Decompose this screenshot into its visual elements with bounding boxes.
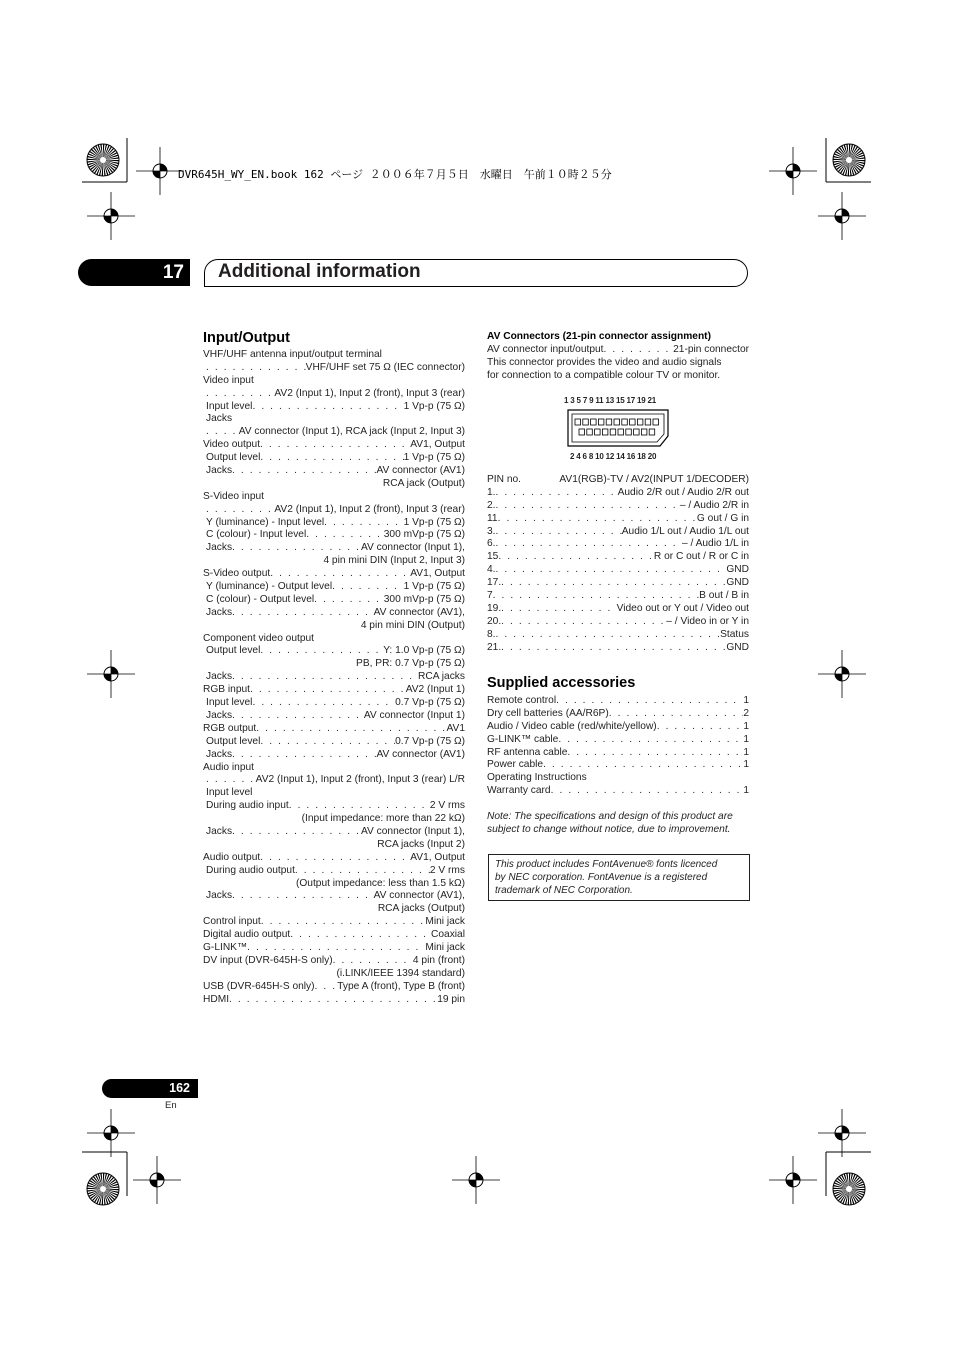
registration-crosshair	[87, 192, 135, 240]
spec-row	[203, 916, 465, 929]
registration-starburst	[833, 1173, 865, 1205]
accessory-row-value: 1	[743, 733, 749, 745]
spec-row-label: Jacks	[206, 671, 233, 683]
spec-row-value: AV connector (AV1)	[376, 748, 465, 760]
spec-row-label: RGB input	[203, 684, 250, 696]
spec-row: (Output impedance: less than 1.5 kΩ)	[295, 877, 465, 889]
accessory-row	[487, 734, 749, 747]
spec-row-leader	[232, 749, 376, 762]
spec-row-leader	[232, 710, 364, 723]
spec-row	[203, 710, 465, 723]
pin-header	[487, 474, 749, 487]
pin-row-label: 15	[487, 551, 499, 563]
spec-row	[203, 529, 465, 542]
accessory-row	[487, 721, 749, 734]
spec-row: RCA jack (Output)	[382, 477, 465, 489]
spec-row: RCA jacks (Input 2)	[377, 838, 465, 850]
pin-row-label: 1.	[487, 486, 496, 498]
spec-row	[203, 723, 465, 736]
pin-row-leader	[498, 551, 654, 564]
pin-row-value: Video out or Y out / Video out	[616, 602, 749, 614]
spec-row-value: Type A (front), Type B (front)	[337, 980, 465, 992]
registration-crosshair	[136, 147, 184, 195]
registration-crosshair	[818, 650, 866, 698]
accessory-row	[487, 708, 749, 721]
spec-row-label: Jacks	[206, 825, 233, 837]
connector-pins-even: 2 4 6 8 10 12 14 16 18 20	[570, 452, 657, 461]
fontavenue-line-1: This product includes FontAvenue® fonts licenced	[495, 859, 718, 870]
spec-row	[203, 981, 465, 994]
spec-row-value: AV connector (Input 1)	[363, 709, 465, 721]
spec-row-value: 2 V rms	[429, 800, 465, 812]
pin-row-leader	[501, 603, 616, 616]
spec-row-leader	[232, 465, 376, 478]
pin-row-value: Status	[720, 628, 749, 640]
spec-row	[203, 800, 465, 813]
spec-row-label: Digital audio output	[203, 929, 291, 941]
spec-row-leader	[332, 581, 403, 594]
accessory-row-label: G-LINK™ cable	[487, 733, 559, 745]
spec-row	[203, 542, 465, 555]
spec-row	[203, 929, 465, 942]
pin-row-value: – / Video in or Y in	[666, 615, 749, 627]
spec-row: PB, PR: 0.7 Vp-p (75 Ω)	[356, 658, 465, 670]
pin-row	[487, 642, 749, 655]
accessory-row-value: 1	[743, 720, 749, 732]
supplied-accessories-list	[487, 695, 749, 798]
pin-row-value: B out / B in	[699, 590, 749, 602]
spec-row-value: Coaxial	[431, 929, 465, 941]
pin-row-leader	[501, 616, 666, 629]
spec-row-value: VHF/UHF set 75 Ω (IEC connector)	[305, 361, 465, 373]
pin-row-leader	[496, 564, 727, 577]
spec-row: Input level	[206, 787, 253, 799]
spec-row-leader	[260, 452, 403, 465]
spec-row	[203, 890, 465, 903]
accessory-row-value: 1	[743, 746, 749, 758]
spec-row	[203, 439, 465, 452]
chapter-number: 17	[78, 259, 190, 286]
spec-row	[203, 671, 465, 684]
spec-row-leader	[252, 697, 395, 710]
spec-row-value: AV connector (AV1),	[373, 606, 465, 618]
accessory-row-label: Power cable	[487, 759, 544, 771]
spec-row-value: 2 V rms	[429, 864, 465, 876]
spec-row-leader	[206, 504, 274, 517]
spec-row-leader	[260, 736, 395, 749]
registration-crosshair	[452, 1156, 500, 1204]
spec-row: S-Video input	[203, 490, 264, 502]
section-heading-input-output: Input/Output	[203, 330, 290, 346]
spec-row-leader	[315, 981, 338, 994]
spec-row	[203, 401, 465, 414]
pin-row	[487, 538, 749, 551]
spec-row-leader	[250, 684, 406, 697]
spec-row	[203, 426, 465, 439]
input-output-specs	[203, 349, 465, 1006]
pin-row-value: – / Audio 1/L in	[681, 538, 749, 550]
accessory-row-label: Audio / Video cable (red/white/yellow)	[487, 720, 657, 732]
spec-row-leader	[206, 774, 256, 787]
spec-row: RCA jacks (Output)	[377, 903, 465, 915]
spec-row-leader	[232, 607, 374, 620]
pin-row-label: 6.	[487, 538, 496, 550]
pin-row	[487, 526, 749, 539]
spec-row-value: AV1, Output	[410, 851, 465, 863]
file-header: DVR645H_WY_EN.book 162 ページ ２００６年７月５日 水曜日 午前１０時２５分	[178, 168, 612, 181]
spec-row-leader	[252, 401, 403, 414]
spec-row: Video input	[203, 374, 254, 386]
spec-row	[203, 736, 465, 749]
spec-row-value: AV connector (Input 1),	[360, 825, 465, 837]
pin-row-leader	[493, 590, 699, 603]
spec-row-label: Audio output	[203, 851, 261, 863]
pin-row-leader	[498, 513, 697, 526]
spec-row-value: AV1, Output	[410, 439, 465, 451]
pin-row-label: 2.	[487, 499, 496, 511]
pin-row-label: 17.	[487, 577, 502, 589]
note-line-1: Note: The specifications and design of this product are	[487, 811, 733, 822]
spec-row: 4 pin mini DIN (Output)	[360, 619, 465, 631]
pin-row-leader	[501, 577, 726, 590]
pin-row-label: 11	[487, 512, 498, 524]
spec-row-label: Y (luminance) - Output level	[206, 581, 333, 593]
spec-row-value: AV1, Output	[410, 568, 465, 580]
spec-row-value: 1 Vp-p (75 Ω)	[403, 581, 465, 593]
spec-row-value: 1 Vp-p (75 Ω)	[403, 452, 465, 464]
spec-row	[203, 362, 465, 375]
spec-row-leader	[289, 800, 430, 813]
note-line-2: subject to change without notice, due to improvement.	[487, 823, 731, 835]
accessory-row-leader	[558, 734, 743, 747]
registration-crosshair	[769, 1156, 817, 1204]
spec-row-leader	[324, 517, 403, 530]
spec-row-leader	[306, 529, 384, 542]
spec-row	[203, 826, 465, 839]
pin-row	[487, 590, 749, 603]
spec-row-value: AV2 (Input 1)	[405, 684, 465, 696]
spec-row	[203, 504, 465, 517]
pin-row	[487, 629, 749, 642]
specification-note	[487, 811, 749, 837]
accessory-row-leader	[556, 695, 743, 708]
spec-row-value: AV connector (AV1)	[376, 465, 465, 477]
spec-row-label: HDMI	[203, 993, 230, 1005]
spec-row	[203, 697, 465, 710]
pin-row-label: 7	[487, 590, 493, 602]
spec-row	[203, 581, 465, 594]
spec-row	[203, 852, 465, 865]
spec-row-label: Control input	[203, 916, 261, 928]
registration-crosshair	[87, 1109, 135, 1157]
spec-row-leader	[260, 852, 410, 865]
pin-row	[487, 513, 749, 526]
spec-row-label: DV input (DVR-645H-S only)	[203, 954, 333, 966]
pin-row-label: 20.	[487, 615, 502, 627]
accessory-row	[487, 695, 749, 708]
section-heading-supplied-accessories: Supplied accessories	[487, 675, 636, 691]
pin-row-leader	[496, 487, 618, 500]
fontavenue-line-2: by NEC corporation. FontAvenue is a registered	[495, 872, 708, 883]
pin-row-leader	[496, 526, 622, 539]
spec-row-label: G-LINK™	[203, 941, 248, 953]
spec-row-value: Mini jack	[425, 916, 465, 928]
spec-row-label: USB (DVR-645H-S only)	[203, 980, 315, 992]
av-connector-description	[487, 344, 749, 383]
spec-row: VHF/UHF antenna input/output terminal	[203, 349, 382, 360]
spec-row-leader	[295, 865, 430, 878]
pin-row-value: GND	[726, 564, 749, 576]
spec-row-value: AV2 (Input 1), Input 2 (front), Input 3 (rear)	[274, 503, 465, 515]
registration-starburst	[87, 144, 119, 176]
spec-row-leader	[232, 671, 418, 684]
spec-row-value: 1 Vp-p (75 Ω)	[403, 400, 465, 412]
spec-row-leader	[260, 439, 410, 452]
spec-row	[203, 388, 465, 401]
pin-row	[487, 564, 749, 577]
spec-row-value: RCA jacks	[418, 671, 465, 683]
spec-row-leader	[270, 568, 410, 581]
spec-row-label: Jacks	[206, 709, 233, 721]
pin-row	[487, 603, 749, 616]
spec-row: (i.LINK/IEEE 1394 standard)	[336, 967, 465, 979]
spec-row-value: AV1	[446, 722, 465, 734]
pin-row-value: GND	[726, 577, 749, 589]
spec-row	[203, 994, 465, 1007]
pin-row-leader	[501, 642, 726, 655]
spec-row	[203, 594, 465, 607]
spec-row	[203, 465, 465, 478]
accessory-row	[487, 747, 749, 760]
spec-row-leader	[229, 994, 437, 1007]
pin-row-value: – / Audio 2/R in	[679, 499, 749, 511]
warranty-qty: 1	[743, 785, 749, 797]
spec-row	[203, 942, 465, 955]
accessory-row-leader	[657, 721, 744, 734]
spec-row-value: 0.7 Vp-p (75 Ω)	[395, 735, 465, 747]
page-number: 162	[102, 1079, 198, 1098]
pin-row	[487, 551, 749, 564]
spec-row-label: Input level	[206, 400, 253, 412]
registration-crosshair	[133, 1156, 181, 1204]
pin-row-value: G out / G in	[696, 512, 749, 524]
spec-row-value: 0.7 Vp-p (75 Ω)	[395, 697, 465, 709]
spec-row: Component video output	[203, 632, 315, 644]
pin-row-leader	[496, 538, 682, 551]
spec-row-leader	[232, 826, 361, 839]
chapter-title: Additional information	[218, 261, 421, 282]
spec-row-value: AV connector (AV1),	[373, 890, 465, 902]
av-connector-label: AV connector input/output	[487, 344, 604, 355]
spec-row: 4 pin mini DIN (Input 2, Input 3)	[323, 555, 465, 567]
spec-row-label: Output level	[206, 452, 261, 464]
spec-row-label: C (colour) - Input level	[206, 529, 307, 541]
av-connectors-heading: AV Connectors (21-pin connector assignment)	[487, 331, 711, 342]
spec-row	[203, 684, 465, 697]
spec-row-leader	[333, 955, 413, 968]
pin-row-value: R or C out / R or C in	[653, 551, 749, 563]
spec-row: (Input impedance: more than 22 kΩ)	[301, 813, 465, 825]
spec-row	[203, 452, 465, 465]
spec-row-value: AV connector (Input 1), RCA jack (Input 2, Input 3)	[238, 426, 465, 438]
spec-row-label: Jacks	[206, 890, 233, 902]
pin-row-label: 19.	[487, 602, 502, 614]
pin-row	[487, 500, 749, 513]
operating-instructions: Operating Instructions	[487, 772, 587, 784]
accessory-row-label: Remote control	[487, 695, 557, 706]
pin-row	[487, 616, 749, 629]
spec-row	[203, 865, 465, 878]
spec-row-value: 1 Vp-p (75 Ω)	[403, 516, 465, 528]
warranty-card-row	[487, 785, 749, 798]
spec-row-label: During audio input	[206, 800, 289, 812]
spec-row-leader	[206, 362, 306, 375]
registration-crosshair	[818, 1109, 866, 1157]
spec-row-value: Mini jack	[425, 941, 465, 953]
spec-row-leader	[261, 916, 426, 929]
av-connector-value: 21-pin connector	[673, 344, 749, 355]
spec-row-label: Jacks	[206, 465, 233, 477]
spec-row-value: 4 pin (front)	[412, 954, 465, 966]
spec-row-label: Jacks	[206, 748, 233, 760]
accessory-row-label: RF antenna cable	[487, 746, 568, 758]
spec-row-value: AV2 (Input 1), Input 2 (front), Input 3 (rear)	[274, 387, 465, 399]
spec-row: Audio input	[203, 761, 254, 773]
spec-row-label: Jacks	[206, 542, 233, 554]
pin-assignment-table	[487, 474, 749, 654]
pin-header-label: PIN no.	[487, 474, 521, 485]
pin-row-label: 8.	[487, 628, 496, 640]
spec-row-value: AV connector (Input 1),	[360, 542, 465, 554]
spec-row	[203, 607, 465, 620]
accessory-row-label: Dry cell batteries (AA/R6P)	[487, 707, 609, 719]
registration-crosshair	[87, 650, 135, 698]
accessory-row-value: 1	[743, 759, 749, 771]
spec-row	[203, 955, 465, 968]
spec-row	[203, 774, 465, 787]
spec-row-label: RGB output	[203, 722, 257, 734]
fontavenue-notice	[488, 854, 750, 901]
spec-row-label: S-Video output	[203, 568, 271, 580]
pin-row-label: 21.	[487, 641, 502, 653]
spec-row-label: Jacks	[206, 606, 233, 618]
spec-row-leader	[232, 890, 374, 903]
registration-crosshair	[818, 192, 866, 240]
accessory-row-value: 2	[743, 707, 749, 719]
spec-row: Jacks	[206, 413, 233, 425]
pin-row-leader	[496, 500, 680, 513]
spec-row-leader	[314, 594, 384, 607]
pin-row-label: 4.	[487, 564, 496, 576]
pin-header-value: AV1(RGB)-TV / AV2(INPUT 1/DECODER)	[559, 474, 749, 485]
spec-row	[203, 568, 465, 581]
accessory-row-value: 1	[743, 695, 749, 706]
spec-row	[203, 749, 465, 762]
warranty-label: Warranty card	[487, 785, 551, 797]
av-connector-line	[487, 344, 749, 357]
spec-row-label: Output level	[206, 735, 261, 747]
pin-row-label: 3.	[487, 525, 496, 537]
spec-row-leader	[290, 929, 431, 942]
spec-row-label: C (colour) - Output level	[206, 593, 315, 605]
spec-row-label: During audio output	[206, 864, 295, 876]
spec-row-value: AV2 (Input 1), Input 2 (front), Input 3 (rear) L/R	[255, 774, 465, 786]
spec-row	[203, 645, 465, 658]
scart-connector-diagram	[566, 408, 670, 448]
spec-row-value: 300 mVp-p (75 Ω)	[383, 593, 465, 605]
spec-row-label: Y (luminance) - Input level	[206, 516, 325, 528]
spec-row-leader	[247, 942, 425, 955]
spec-row-label: Input level	[206, 697, 253, 709]
registration-starburst	[833, 144, 865, 176]
registration-starburst	[87, 1173, 119, 1205]
spec-row-leader	[256, 723, 446, 736]
accessory-row-leader	[543, 759, 743, 772]
pin-row	[487, 487, 749, 500]
pin-row	[487, 577, 749, 590]
page-language: En	[165, 1100, 177, 1111]
av-desc-line-2: for connection to a compatible colour TV or monitor.	[487, 369, 721, 381]
pin-row-value: GND	[726, 641, 749, 653]
av-desc-line-1: This connector provides the video and audio signals	[487, 356, 722, 368]
spec-row	[203, 517, 465, 530]
spec-row-leader	[260, 645, 383, 658]
spec-row-value: 19 pin	[437, 993, 465, 1005]
spec-row-leader	[206, 426, 239, 439]
spec-row-leader	[232, 542, 361, 555]
accessory-row-leader	[609, 708, 744, 721]
connector-pins-odd: 1 3 5 7 9 11 13 15 17 19 21	[564, 396, 657, 405]
spec-row-value: 300 mVp-p (75 Ω)	[383, 529, 465, 541]
accessory-row	[487, 759, 749, 772]
pin-row-value: Audio 2/R out / Audio 2/R out	[617, 486, 749, 498]
spec-row-label: Video output	[203, 439, 261, 451]
spec-row-label: Output level	[206, 645, 261, 657]
pin-row-leader	[496, 629, 721, 642]
spec-row-leader	[206, 388, 274, 401]
fontavenue-line-3: trademark of NEC Corporation.	[495, 885, 633, 896]
registration-crosshair	[769, 147, 817, 195]
spec-row-value: Y: 1.0 Vp-p (75 Ω)	[383, 645, 465, 657]
pin-row-value: Audio 1/L out / Audio 1/L out	[621, 525, 749, 537]
accessory-row-leader	[567, 747, 743, 760]
